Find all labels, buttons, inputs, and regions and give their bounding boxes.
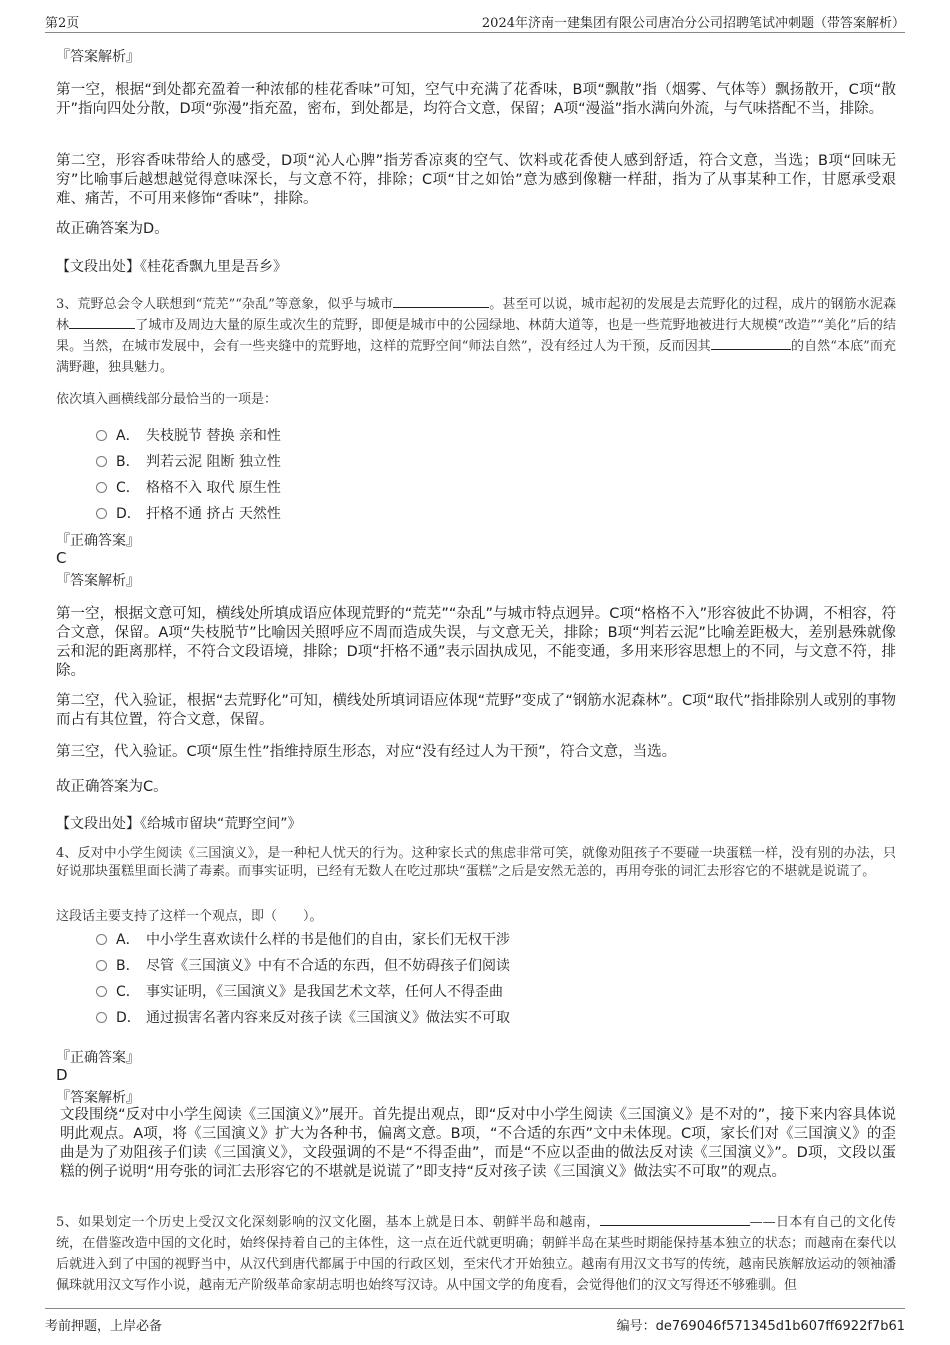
q3-option-d[interactable]: D． 扞格不通 挤占 天然性 xyxy=(96,503,281,523)
radio-icon[interactable] xyxy=(96,934,107,945)
q5-blank xyxy=(600,1213,750,1226)
radio-icon[interactable] xyxy=(96,482,107,493)
q3-stem: 3、荒野总会令人联想到“荒芜”“杂乱”等意象，似乎与城市 。甚至可以说，城市起初的发展是去荒野化的过程，成片的钢筋水泥森林 了城市及周边大量的原生或次生的荒野，即便是城市中的公园绿地、林荫大道等，也是一些荒野地被进行大规模“改造”“美化”后的结果。当然，在城市发展中，会有一些夹缝中的荒野地，这样的荒野空间“师法自然”，没有经过人为干预，反而因其 的自然“本底”而充满野趣，独具魅力。 xyxy=(56,297,896,375)
radio-icon[interactable] xyxy=(96,986,107,997)
q3-prompt: 依次填入画横线部分最恰当的一项是： xyxy=(56,392,278,407)
q3-correct-label: 『正确答案』 xyxy=(56,533,140,549)
q3-option-a[interactable]: A． 失枝脱节 替换 亲和性 xyxy=(96,425,281,445)
page-number: 第2页 xyxy=(45,16,80,31)
q3-conclusion: 故正确答案为C。 xyxy=(56,779,168,795)
q2-source: 【文段出处】《桂花香飘九里是吾乡》 xyxy=(56,259,287,275)
q4-analysis-paragraph: 文段围绕“反对中小学生阅读《三国演义》”展开。首先提出观点，即“反对中小学生阅读《三国演义》是不对的”，接下来内容具体说明此观点。A项，将《三国演义》扩大为各种书，偏离文意。B项，“不合适的东西”文中未体现。C项，家长们对《三国演义》的歪曲是为了劝阻孩子们读《三国演义》，文段强调的不是“不得歪曲”，而是“不应以歪曲的做法反对读《三国演义》”。D项，文段以蛋糕的例子说明“用夸张的词汇去形容它的不堪就是说谎了”即支持“反对孩子读《三国演义》做法实不可取”的观点。 xyxy=(60,1107,896,1180)
q4-correct-label: 『正确答案』 xyxy=(56,1050,140,1066)
q4-prompt: 这段话主要支持了这样一个观点，即（ ）。 xyxy=(56,909,323,924)
q3-blank-3 xyxy=(711,337,791,350)
q3-analysis-paragraph-2: 第二空，代入验证，根据“去荒野化”可知，横线处所填词语应体现“荒野”变成了“钢筋水泥森林”。C项“取代”指排除别人或别的事物而占有其位置，符合文意，保留。 xyxy=(56,693,896,728)
page-header xyxy=(45,10,905,33)
q3-analysis-paragraph-1: 第一空，根据文意可知，横线处所填成语应体现荒野的“荒芜”“杂乱”与城市特点迥异。C项“格格不入”形容彼此不协调，不相容，符合文意，保留。A项“失枝脱节”比喻因关照呼应不周而造成失误，与文意无关，排除；B项“判若云泥”比喻差距极大，差别悬殊就像云和泥的距离那样，不符合文段语境，排除；D项“扞格不通”表示固执成见，不能变通，多用来形容思想上的不同，与文意不符，排除。 xyxy=(56,606,896,679)
q3-option-c[interactable]: C． 格格不入 取代 原生性 xyxy=(96,477,281,497)
q3-blank-1 xyxy=(393,295,489,308)
q3-option-b[interactable]: B． 判若云泥 阻断 独立性 xyxy=(96,451,281,471)
radio-icon[interactable] xyxy=(96,508,107,519)
q4-option-d[interactable]: D． 通过损害名著内容来反对孩子读《三国演义》做法实不可取 xyxy=(96,1007,510,1027)
radio-icon[interactable] xyxy=(96,430,107,441)
q2-analysis-label: 『答案解析』 xyxy=(56,49,140,65)
page-footer xyxy=(45,1308,905,1333)
radio-icon[interactable] xyxy=(96,960,107,971)
q3-analysis-label: 『答案解析』 xyxy=(56,573,140,589)
q2-analysis-paragraph-2: 第二空，形容香味带给人的感受，D项“沁人心脾”指芳香凉爽的空气、饮料或花香使人感到舒适，符合文意，当选；B项“回味无穷”比喻事后越想越觉得意味深长，与文意不符，排除；C项“甘之如饴”意为感到像糖一样甜，指为了从事某种工作，甘愿承受艰难、痛苦，不可用来修饰“香味”，排除。 xyxy=(56,153,896,207)
q4-stem: 4、反对中小学生阅读《三国演义》，是一种杞人忧天的行为。这种家长式的焦虑非常可笑，就像劝阻孩子不要碰一块蛋糕一样，没有别的办法，只好说那块蛋糕里面长满了毒素。而事实证明，已经有无数人在吃过那块“蛋糕”之后是安然无恙的，再用夸张的词汇去形容它的不堪就是说谎了。 xyxy=(56,846,896,879)
q4-option-b[interactable]: B． 尽管《三国演义》中有不合适的东西，但不妨碍孩子们阅读 xyxy=(96,955,510,975)
radio-icon[interactable] xyxy=(96,1012,107,1023)
q3-blank-2 xyxy=(69,316,135,329)
q3-analysis-paragraph-3: 第三空，代入验证。C项“原生性”指维持原生形态，对应“没有经过人为干预”，符合文意，当选。 xyxy=(56,744,677,760)
footer-slogan: 考前押题，上岸必备 xyxy=(45,1319,163,1334)
q3-correct-answer: C xyxy=(56,549,67,567)
q2-analysis-paragraph-1: 第一空，根据“到处都充盈着一种浓郁的桂花香味”可知，空气中充满了花香味，B项“飘散”指（烟雾、气体等）飘扬散开，C项“散开”指向四处分散，D项“弥漫”指充盈，密布，到处都是，均符合文意，保留；A项“漫溢”指水满向外流，与气味搭配不当，排除。 xyxy=(56,82,896,117)
q4-analysis-label: 『答案解析』 xyxy=(56,1090,140,1106)
q3-source: 【文段出处】《给城市留块“荒野空间”》 xyxy=(56,816,302,832)
q4-correct-answer: D xyxy=(56,1066,68,1084)
q2-conclusion: 故正确答案为D。 xyxy=(56,221,169,237)
document-code: 编号：de769046f571345d1b607ff6922f7b61 xyxy=(616,1319,905,1334)
document-title: 2024年济南一建集团有限公司唐冶分公司招聘笔试冲刺题（带答案解析） xyxy=(481,16,905,31)
q4-option-c[interactable]: C． 事实证明，《三国演义》是我国艺术文萃，任何人不得歪曲 xyxy=(96,981,503,1001)
radio-icon[interactable] xyxy=(96,456,107,467)
q5-stem: 5、如果划定一个历史上受汉文化深刻影响的汉文化圈，基本上就是日本、朝鲜半岛和越南， ——日本有自己的文化传统，在借鉴改造中国的文化时，始终保持着自己的主体性，这一点在近代就更明确；朝鲜半岛在某些时期能保持基本独立的状态；而越南在秦代以后就进入到了中国的视野当中，从汉代到唐代都属于中国的行政区划，至宋代才开始独立。越南有用汉文书写的传统，越南民族解放运动的领袖潘佩珠就用汉文写作小说，越南无产阶级革命家胡志明也始终写汉诗。从中国文学的角度看，会觉得他们的汉文写得还不够雅驯。但 xyxy=(56,1215,896,1293)
q4-option-a[interactable]: A． 中小学生喜欢读什么样的书是他们的自由，家长们无权干涉 xyxy=(96,929,510,949)
